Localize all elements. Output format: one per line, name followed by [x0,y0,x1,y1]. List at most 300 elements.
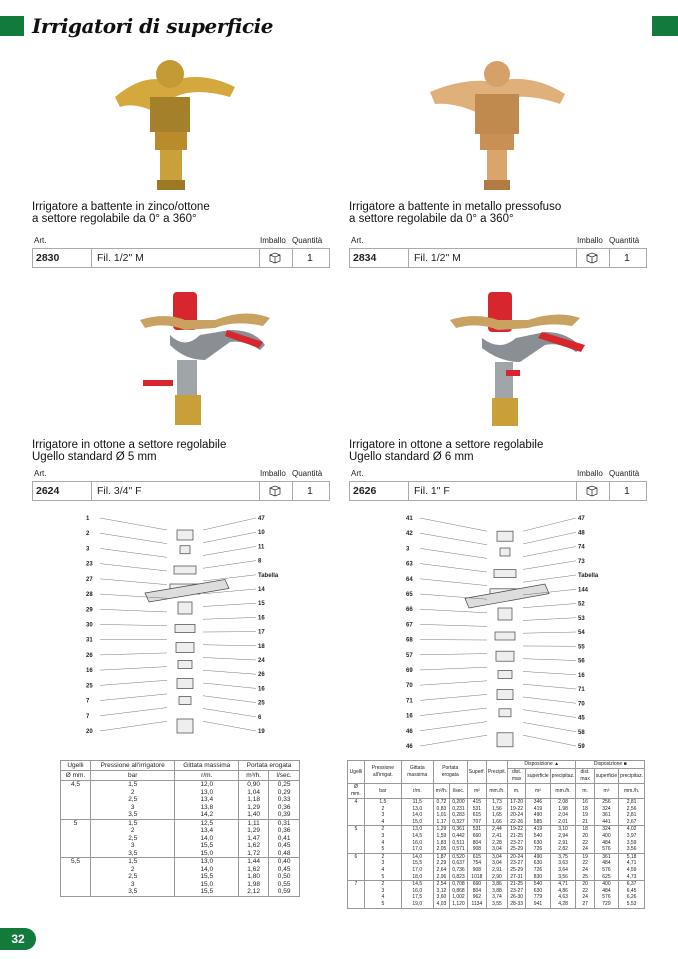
product-header: Art. Imballo Quantità [349,467,647,482]
callout-line [420,609,487,613]
table-cell: 625 [594,874,618,881]
callout-label: 71 [406,698,413,705]
table-row [61,796,300,804]
table-cell: 2,5 [90,835,175,843]
table-cell: 5 [364,846,401,853]
callout-label: 16 [406,713,413,720]
table-cell: 484 [594,840,618,847]
table-cell: 1,66 [486,819,507,826]
table-cell: 729 [594,901,618,908]
callout-label: 45 [578,715,585,722]
callout-label: 67 [406,622,413,629]
table-row [348,826,645,833]
callout-line [523,518,576,531]
table-cell: 0,327 [450,819,468,826]
table-cell: 15,5 [175,873,239,881]
table-cell: 4,86 [550,888,576,895]
table-cell: 419 [526,806,550,813]
product-name: Irrigatore in ottone a settore regolabile Ugello standard Ø 6 mm [349,439,544,463]
table-cell: 0,520 [450,853,468,860]
table-cell: 2,54 [433,881,449,888]
table-cell: 2,67 [619,819,645,826]
callout-label: 41 [406,516,413,522]
table-cell: 22 [576,840,594,847]
callout-label: 53 [578,615,585,622]
table-cell: 585 [526,819,550,826]
table-cell: 1,59 [433,833,449,840]
callout-line [100,653,167,655]
callout-line [523,671,576,674]
table-cell: 3,63 [550,860,576,867]
table-cell: 6,26 [619,894,645,901]
table-cell: 484 [594,888,618,895]
table-cell: 1,47 [239,835,269,843]
callout-label: 3 [86,546,90,553]
callout-line [420,518,487,531]
table-cell [348,840,365,847]
table-cell [348,888,365,895]
table-cell: 0,48 [269,850,300,858]
table-cell: 2,41 [486,833,507,840]
table-cell: 2,12 [239,888,269,896]
table-cell [348,806,365,813]
table-row [61,804,300,812]
table-cell [61,811,91,819]
callout-label: 144 [578,587,589,594]
callout-line [523,632,576,633]
callout-label: 58 [578,729,585,736]
table-cell: 25 [576,874,594,881]
diagram-part [497,690,513,700]
table-cell: 1,83 [433,840,449,847]
table-row [348,853,645,860]
table-cell: 14,5 [401,833,433,840]
table-cell: 0,708 [450,881,468,888]
table-cell: 14,0 [401,853,433,860]
callout-label: 52 [578,601,585,608]
table-cell: 15,5 [401,860,433,867]
table-cell: 0,36 [269,827,300,835]
diagram-arm [145,580,229,603]
callout-line [523,532,576,544]
table-cell: 3,04 [486,860,507,867]
callout-label: 6 [258,714,262,721]
table-cell: 4,71 [550,881,576,888]
callout-label: 73 [578,558,585,565]
callout-line [523,659,576,661]
table-cell: 5,5 [61,858,91,866]
table-row [348,846,645,853]
table-cell: 1,29 [239,804,269,812]
table-cell: 3,04 [486,846,507,853]
table-row [61,858,300,866]
table-cell: 415 [467,799,486,806]
table-cell: 3,74 [486,894,507,901]
table-cell: 15,5 [175,888,239,896]
callout-label: 66 [406,607,413,614]
callout-label: 26 [86,652,93,659]
table-cell: 2,5 [90,796,175,804]
callout-line [100,518,167,530]
table-cell: 25-29 [507,867,525,874]
table-cell: 21 [576,819,594,826]
callout-label: 14 [258,587,265,593]
callout-line [523,710,576,718]
table-cell: 908 [467,867,486,874]
unit-cell: mm./h. [550,784,576,799]
table-cell: 7 [348,881,365,888]
table-cell: 908 [467,846,486,853]
table-cell: 28-33 [507,901,525,908]
callout-line [420,681,487,685]
table-cell: 14,5 [401,881,433,888]
table-cell: 1,5 [364,799,401,806]
table-cell: 3 [364,860,401,867]
callout-line [420,564,487,572]
diagram-part [180,546,190,554]
table-cell: 630 [526,840,550,847]
table-cell: 2 [364,881,401,888]
table-cell: 490 [526,853,550,860]
table-cell: 531 [467,806,486,813]
unit-cell: mm./h. [619,784,645,799]
table-cell: 1,11 [239,819,269,827]
callout-label: 59 [578,744,585,750]
table-cell: 5 [364,874,401,881]
callout-line [420,624,487,626]
callout-label: 31 [86,637,93,644]
callout-line [203,645,256,646]
table-cell: 0,25 [269,781,300,789]
table-cell: 1,40 [239,811,269,819]
table-cell: 19 [576,812,594,819]
diagram-part [497,733,513,747]
table-cell: 17,0 [401,846,433,853]
callout-label: 16 [578,672,585,679]
table-row [348,901,645,908]
table-cell: 15,5 [175,842,239,850]
callout-line [100,548,167,557]
product-row[interactable]: 2626 Fil. 1" F 1 [349,481,647,501]
product-image-2830 [95,52,245,192]
table-cell [61,835,91,843]
table-cell: 21-25 [507,881,525,888]
callout-line [203,721,256,731]
table-cell: 14,0 [175,835,239,843]
table-cell: 400 [594,833,618,840]
callout-label: 71 [578,687,585,693]
table-cell: 2,56 [619,806,645,813]
callout-label: 29 [86,607,93,614]
callout-line [100,721,167,731]
table-cell: 1,17 [433,819,449,826]
callout-line [203,532,256,543]
table-cell: 27 [576,901,594,908]
table-cell: 2,08 [550,799,576,806]
callout-line [100,609,167,612]
table-cell: 0,83 [433,806,449,813]
table-row [61,842,300,850]
callout-line [203,575,256,581]
table-cell: 14,2 [175,811,239,819]
table-cell: 18 [576,806,594,813]
callout-label: 46 [406,744,413,750]
callout-line [203,696,256,703]
table-cell: 0,511 [450,840,468,847]
table-cell [61,789,91,797]
table-row [61,789,300,797]
callout-label: 47 [578,516,585,522]
table-cell: 1,44 [239,858,269,866]
table-cell: 1,56 [486,806,507,813]
callout-label: 20 [86,729,93,735]
callout-label: 16 [258,615,265,622]
table-row [348,894,645,901]
callout-line [420,708,487,716]
table-cell: 4 [364,894,401,901]
table-cell: 3 [90,842,175,850]
specs-table-right: Ugelli Pressione all'irrigat. Gittata massima Portata erogata Superf. Precipit. Disposizione ▲ Disposizione ■ dist. max superficie precipitaz. dist. max superficie precipitaz. Ø mm. bar r/m. m³/h. l/sec. m² mm./h. m. m² mm./h. m. m² mm./h. 4 1,5 11,5 0,72 0,200 415 1,73 17-20 346 2,08 16 256 2,81 2 13,0 0,83 0,231 531 1,56 19-22 419 1,98 18 324 2,56 3 14,0 1,01 0,283 615 1,65 20-24 490 2,04 19 361 2,81 4 15,0 1,17 0,327 707 1,66 22-26 585 2,01 21 441 2,67 5 2 13,0 1,29 0,361 531 2,44 19-22 419 3,10 18 324 4,02 3 14,5 1,59 0,442 660 2,41 21-25 540 2,94 20 400 3,97 4 16,0 1,83 0,511 804 2,28 23-27 630 2,91 22 484 3,59 5 17,0 2,05 0,571 908 3,04 25-29 726 2,82 24 576 3,56 6 2 14,0 1,87 0,520 615 3,04 20-24 490 3,75 19 361 5,18 3 15,5 2,29 0,637 754 3,04 23-27 630 3,63 22 484 4,71 4 17,0 2,64 0,736 908 2,91 25-29 726 3,64 24 576 4,59 5 18,0 2,96 0,823 1018 2,90 27-31 830 3,56 25 625 4,73 7 2 14,5 2,54 0,708 660 3,86 21-25 540 4,71 20 400 6,37 3 16,0 3,12 0,868 804 3,88 23-27 630 4,86 22 484 6,45 4 17,5 3,60 1,002 962 3,74 26-30 779 4,63 24 576 6,26 5 19,0 4,03 1,120 1134 3,55 28-33 941 4,28 27 729 5,53 [347,760,645,909]
exploded-diagram-left [80,512,290,737]
table-cell: 2,81 [619,812,645,819]
table-row [61,888,300,896]
table-cell: 0,200 [450,799,468,806]
table-cell: 490 [526,812,550,819]
table-cell: 4,5 [61,781,91,789]
table-cell: 419 [526,826,550,833]
table-cell: 1018 [467,874,486,881]
table-cell: 0,823 [450,874,468,881]
table-cell: 13,0 [401,826,433,833]
diagram-part [175,625,195,633]
diagram-part [178,602,192,614]
callout-line [203,683,256,688]
table-cell: 324 [594,806,618,813]
unit-cell: r/m. [401,784,433,799]
table-cell: 25-29 [507,846,525,853]
page-title: Irrigatori di superficie [32,14,273,38]
table-cell: 26-30 [507,894,525,901]
table-cell [348,819,365,826]
table-cell: 540 [526,833,550,840]
callout-line [203,709,256,717]
diagram-part [177,679,193,689]
table-cell: 0,231 [450,806,468,813]
table-cell: 2,91 [486,867,507,874]
table-row [348,867,645,874]
table-row [348,819,645,826]
table-cell: 2 [364,826,401,833]
callout-label: 70 [406,683,413,690]
callout-line [420,579,487,586]
table-cell [61,827,91,835]
table-cell: 5,53 [619,901,645,908]
callout-line [203,617,256,619]
callout-line [203,518,256,530]
callout-label: 42 [406,531,413,538]
table-cell [61,873,91,881]
table-cell: 660 [467,881,486,888]
callout-line [203,546,256,555]
unit-cell: m. [576,784,594,799]
table-cell: 576 [594,894,618,901]
callout-label: 23 [86,561,93,568]
table-cell: 0,50 [269,873,300,881]
table-cell [348,874,365,881]
table-cell: 24 [576,894,594,901]
table-cell: 15,0 [175,850,239,858]
table-cell: 3,64 [550,867,576,874]
product-image-2626 [450,290,600,430]
table-cell: 16,0 [401,840,433,847]
table-cell: 4,73 [619,874,645,881]
table-cell [348,894,365,901]
diagram-part [174,566,196,574]
product-row[interactable]: 2834 Fil. 1/2" M 1 [349,248,647,268]
table-cell: 361 [594,812,618,819]
table-cell: 4 [364,840,401,847]
table-cell: 3,10 [550,826,576,833]
table-cell: 13,0 [175,858,239,866]
table-cell: 2,44 [486,826,507,833]
callout-label: 1 [86,516,90,522]
table-cell: 4,71 [619,860,645,867]
callout-label: 25 [258,700,265,707]
product-row[interactable]: 2624 Fil. 3/4" F 1 [32,481,330,501]
callout-label: 63 [406,561,413,568]
callout-label: 17 [258,629,265,636]
table-cell: 5,18 [619,853,645,860]
table-cell: 1,65 [486,812,507,819]
table-cell: 23-27 [507,860,525,867]
diagram-part [500,548,510,556]
table-cell: 531 [467,826,486,833]
unit-cell: m² [594,784,618,799]
diagram-part [177,719,193,733]
box-icon [269,485,281,497]
table-cell: 6 [348,853,365,860]
table-cell: 11,5 [401,799,433,806]
table-row [61,819,300,827]
table-cell: 361 [594,853,618,860]
table-cell: 15,0 [175,881,239,889]
table-cell: 4,28 [550,901,576,908]
table-cell: 0,283 [450,812,468,819]
callout-line [100,680,167,685]
table-cell: 4,63 [550,894,576,901]
table-cell: 2 [90,789,175,797]
table-cell: 1,04 [239,789,269,797]
callout-label: 26 [258,672,265,679]
callout-label: Tabella [578,573,599,579]
table-cell: 804 [467,888,486,895]
table-cell: 3,56 [619,846,645,853]
table-cell [61,842,91,850]
table-cell: 615 [467,853,486,860]
table-cell: 17,5 [401,894,433,901]
callout-line [523,722,576,731]
table-cell: 24 [576,846,594,853]
page-number: 32 [0,928,36,950]
table-cell: 3,5 [90,850,175,858]
table-cell: 660 [467,833,486,840]
diagram-part [178,661,192,669]
callout-line [523,618,576,621]
product-row[interactable]: 2830 Fil. 1/2" M 1 [32,248,330,268]
callout-line [203,658,256,661]
table-cell: 20 [576,881,594,888]
callout-label: 7 [86,713,90,720]
callout-line [420,735,487,746]
table-cell: 22 [576,860,594,867]
table-cell: 2,64 [433,867,449,874]
header-accent-left [0,16,24,36]
table-cell: 630 [526,860,550,867]
callout-label: 8 [258,558,262,565]
exploded-diagram-right [400,512,610,752]
table-cell: 5 [61,819,91,827]
unit-cell: mm./h. [486,784,507,799]
table-cell: 0,868 [450,888,468,895]
table-cell: 4 [364,867,401,874]
callout-label: 56 [578,658,585,665]
callout-line [420,694,487,700]
table-cell: 3,55 [486,901,507,908]
table-cell: 23-27 [507,888,525,895]
table-row [348,812,645,819]
table-row [348,806,645,813]
callout-line [203,561,256,569]
callout-line [100,564,167,571]
callout-line [203,603,256,606]
callout-label: 25 [86,683,93,690]
table-cell: 3,60 [433,894,449,901]
table-cell: 3,59 [619,840,645,847]
table-cell: 0,39 [269,811,300,819]
table-cell: 1,80 [239,873,269,881]
diagram-part [176,643,194,653]
callout-label: 11 [258,544,265,551]
callout-label: 65 [406,592,413,598]
table-cell: 19-22 [507,826,525,833]
table-cell: 13,4 [175,827,239,835]
table-cell: 13,0 [175,789,239,797]
table-cell: 19,0 [401,901,433,908]
table-cell: 2 [364,853,401,860]
callout-line [420,667,487,670]
table-row [348,860,645,867]
table-cell: 0,36 [269,804,300,812]
table-cell: 0,72 [433,799,449,806]
table-cell: 1,5 [90,858,175,866]
table-cell: 2,90 [486,874,507,881]
table-row [61,881,300,889]
callout-line [523,735,576,746]
callout-line [100,694,167,701]
table-cell: 1,98 [239,881,269,889]
callout-line [523,561,576,570]
table-cell: 256 [594,799,618,806]
table-cell: 2,82 [550,846,576,853]
table-cell [348,833,365,840]
table-cell: 4 [364,819,401,826]
table-cell: 3,04 [486,853,507,860]
table-cell: 6,45 [619,888,645,895]
callout-label: 16 [86,668,93,675]
table-row [348,840,645,847]
table-cell: 3,88 [486,888,507,895]
table-row [61,873,300,881]
